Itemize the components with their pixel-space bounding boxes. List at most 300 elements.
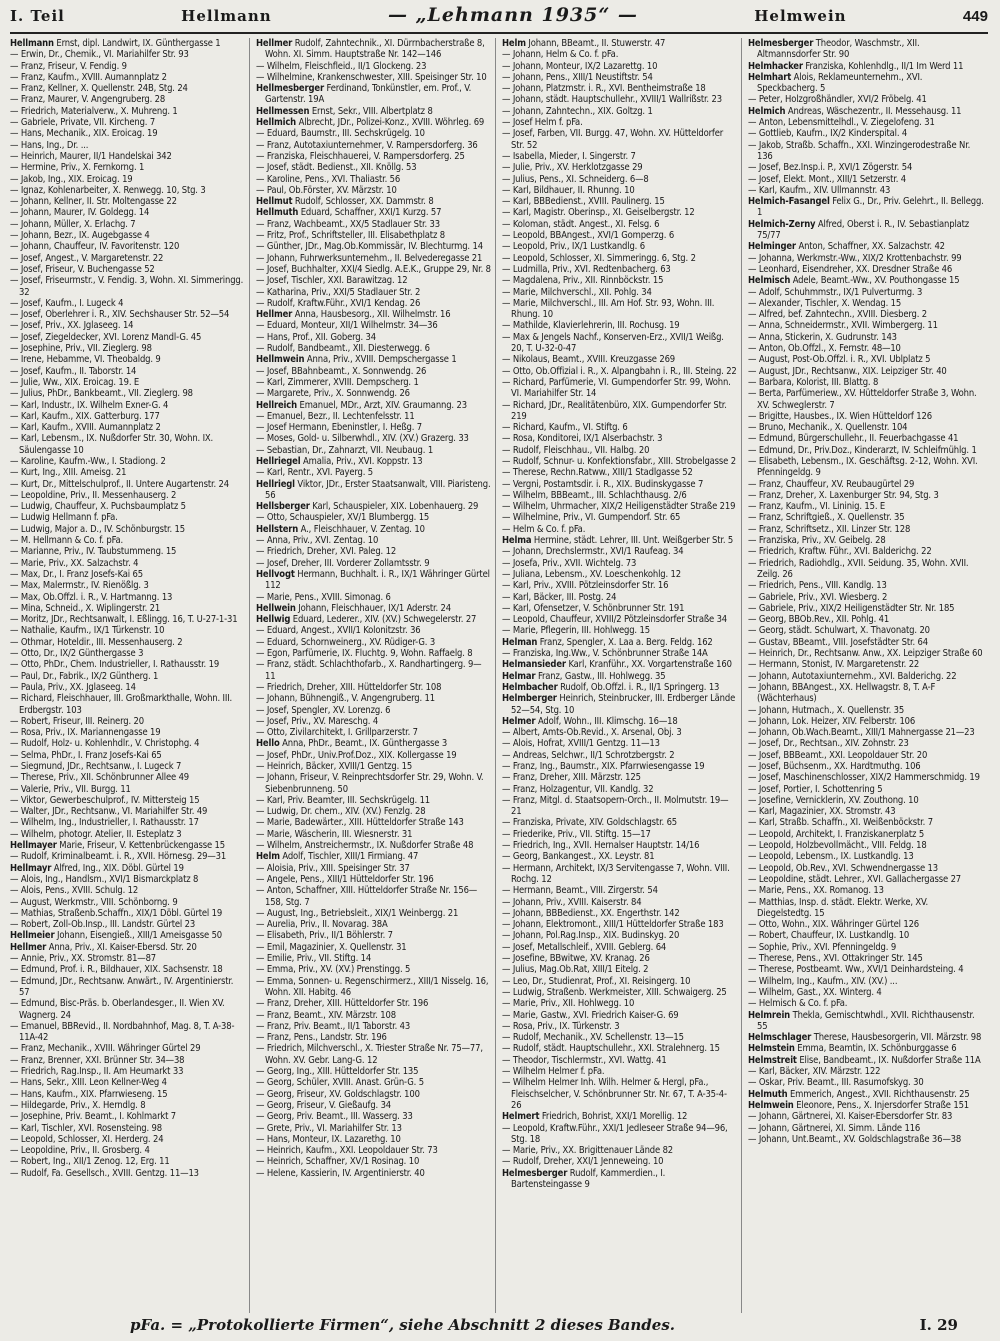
directory-entry (748, 38, 984, 61)
directory-entry (10, 750, 245, 761)
entry-details: — Franz, Friseur, V. Fendig. 9 (10, 60, 127, 72)
directory-entry (748, 874, 984, 885)
directory-entry (502, 128, 737, 151)
entry-details: Franz, Spengler, X. Laa a. Berg. Feldg. 162 (537, 636, 713, 648)
entry-details: — Leopold, Chauffeur, XVIII/2 Pötzleinsdorfer Straße 34 (502, 614, 727, 626)
directory-entry (256, 772, 491, 795)
directory-entry (748, 716, 984, 727)
directory-entry (10, 1021, 245, 1044)
directory-entry (502, 264, 737, 275)
directory-entry (748, 456, 984, 479)
directory-entry (502, 230, 737, 241)
entry-details: — Egon, Parfümerie, IX. Fluchtg. 9, Wohn. Raffaelg. 8 (256, 648, 473, 660)
entry-details: — Johann, städt. Hauptschullehr., XVIII/1 Wallrißstr. 23 (502, 94, 722, 106)
directory-entry (748, 614, 984, 625)
directory-entry (10, 1066, 245, 1077)
entry-details: — Eduard, Schornweinerg., XV. Rüdiger-G. 3 (256, 636, 436, 648)
directory-entry (502, 320, 737, 331)
directory-entry (748, 795, 984, 806)
directory-entry (256, 592, 491, 603)
directory-entry (10, 512, 245, 523)
entry-details: Karl, Kranführ., XX. Vorgartenstraße 160 (565, 659, 732, 671)
entry-details: — Hildegarde, Priv., X. Herndlg. 8 (10, 1099, 146, 1111)
entry-details: Emma, Beamtin, IX. Schönburggasse 6 (794, 1043, 957, 1055)
directory-entry (502, 151, 737, 162)
directory-entry (748, 287, 984, 298)
directory-entry (256, 1168, 491, 1179)
entry-details: — Georg, Priv. Beamt., III. Wasserg. 33 (256, 1111, 413, 1123)
directory-entry (10, 207, 245, 218)
directory-entry (256, 964, 491, 975)
directory-entry (10, 117, 245, 128)
directory-entry (502, 976, 737, 987)
entry-details: Ferdinand, Tonkünstler, em. Prof., V. Gartenstr. 19A (265, 83, 472, 106)
entry-details: — Edmund, Bürgerschullehr., II. Feuerbachgasse 41 (748, 433, 959, 445)
directory-entry (256, 705, 491, 716)
entry-surname: Helmesberger (748, 38, 814, 49)
directory-entry (502, 659, 737, 670)
directory-entry (256, 1145, 491, 1156)
first-name-on-page: Hellmann (181, 7, 272, 25)
entry-details: — Josef, Ziegeldecker, XVI. Lorenz Mandl-G. 45 (10, 331, 202, 343)
entry-surname: Helmbacher (502, 681, 558, 693)
directory-entry (256, 727, 491, 738)
entry-details: — Max & Jengels Nachf., Konserven-Erz., XVII/1 Weißg. 20, T. U-32-0-47 (502, 331, 724, 355)
directory-entry (748, 377, 984, 388)
entry-details: — Hans, Ing., Dr. ... (10, 139, 89, 151)
entry-details: — Gabriele, Priv., XVI. Wiesberg. 2 (748, 591, 888, 603)
entry-details: — Leopoldine, Priv., II. Grosberg. 4 (10, 1145, 150, 1157)
entry-details: — Emanuel, BBRevid., II. Nordbahnhof, Mag. 8, T. A-38-11A-42 (10, 1020, 235, 1044)
directory-entry (748, 784, 984, 795)
directory-entry (748, 411, 984, 422)
entry-details: — Gabriele, Priv., XIX/2 Heiligenstädter Str. Nr. 185 (748, 602, 955, 614)
directory-entry (256, 976, 491, 999)
directory-entry (256, 309, 491, 320)
entry-details: — Therese, Postbeamt. Ww., XVI/1 Deinhardsteing. 4 (748, 964, 964, 976)
entry-details: — Josef Helm f. pFa. (502, 117, 583, 129)
directory-entry (502, 772, 737, 783)
directory-entry (502, 592, 737, 603)
directory-entry (10, 174, 245, 185)
entry-details: — Leopold, Lebensm., IX. Lustkandlg. 13 (748, 851, 914, 863)
entry-details: — Karl, Bäcker, III. Postg. 24 (502, 591, 617, 603)
directory-entry (10, 1156, 245, 1167)
directory-entry (10, 817, 245, 828)
last-name-on-page: Helmwein (754, 7, 847, 25)
entry-details: — Ignaz, Kohlenarbeiter, X. Renwegg. 10, Stg. 3 (10, 184, 206, 196)
entry-details: — Paul, Ob.Förster, XV. Märzstr. 10 (256, 184, 397, 196)
entry-details: — Johann, Gärtnerei, XI. Kaiser-Ebersdorfer Str. 83 (748, 1111, 953, 1123)
entry-details: Thekla, Gemischtwhdl., XVII. Richthausenstr. 55 (757, 1009, 975, 1032)
entry-surname: Helmesberger (502, 1167, 568, 1179)
entry-details: — Friedrich, Kraftw. Führ., XVI. Balderichg. 22 (748, 546, 932, 558)
entry-details: Ernst, Sekr., VIII. Albertplatz 8 (309, 105, 433, 117)
entry-surname: Helmberger (502, 693, 557, 705)
column-1 (10, 38, 250, 1313)
entry-details: — Marie, Milchverschl., III. Am Hof. Str. 93, Wohn. III. Rhung. 10 (502, 297, 715, 321)
directory-entry (256, 456, 491, 467)
directory-entry (502, 1168, 737, 1191)
directory-entry (748, 806, 984, 817)
directory-entry (10, 784, 245, 795)
directory-entry (256, 716, 491, 727)
entry-details: — Robert, Friseur, III. Reinerg. 20 (10, 715, 144, 727)
entry-details: — Richard, Parfümerie, VI. Gumpendorfer Str. 99, Wohn. VI. Mariahilfer Str. 14 (502, 376, 731, 400)
directory-entry (10, 72, 245, 83)
directory-entry (10, 219, 245, 230)
entry-surname: Helmich (748, 105, 786, 117)
directory-entry (748, 851, 984, 862)
entry-details: — Max, Dr., I. Franz Josefs-Kai 65 (10, 568, 143, 580)
directory-entry (502, 298, 737, 321)
entry-details: — Johann, Pens., XIII/1 Neustiftstr. 54 (502, 71, 653, 83)
entry-surname: Hellmer (10, 941, 47, 953)
entry-details: — Anna, Schneidermstr., XVII. Wimbergerg. 11 (748, 320, 938, 332)
entry-details: — Oskar, Priv. Beamt., III. Rasumofskyg. 30 (748, 1077, 924, 1089)
directory-entry (256, 207, 491, 218)
entry-details: — Franz, städt. Schlachthofarb., X. Randhartingerg. 9—11 (256, 659, 482, 682)
entry-details: — Franz, Wachbeamt., XX/5 Stadlauer Str. 33 (256, 218, 440, 230)
entry-details: — Otto, Ob.Offizial i. R., X. Alpangbahn i. R., III. Steing. 22 (502, 365, 737, 377)
entry-details: — Karl, Straßb. Schaffn., XI. Weißenböckstr. 7 (748, 817, 933, 829)
directory-entry (256, 908, 491, 919)
directory-entry (256, 817, 491, 828)
directory-entry (10, 185, 245, 196)
entry-details: — Ludwig, Straßenb. Werkmeister, XIII. Schwaigerg. 25 (502, 986, 727, 998)
entry-details: Hermann, Buchhalt. i. R., IX/1 Währinger Gürtel 112 (265, 568, 490, 592)
directory-entry (502, 1145, 737, 1156)
entry-details: — Leo, Dr., Studienrat, Prof., XI. Reisingerg. 10 (502, 975, 691, 987)
entry-surname: Helmich-Zerny (748, 218, 816, 230)
entry-surname: Hellmessen (256, 105, 310, 117)
entry-details: — Franz, Mitgl. d. Staatsopern-Orch., II. Molmutstr. 19—21 (502, 794, 729, 818)
directory-entry (748, 558, 984, 581)
directory-entry (502, 942, 737, 953)
entry-details: — Friedrich, Rag.Insp., II. Am Heumarkt 33 (10, 1066, 184, 1078)
entry-details: — Leonhard, Eisendreher, XX. Dresdner Straße 46 (748, 263, 953, 275)
entry-details: — Sebastian, Dr., Zahnarzt, VII. Neubaug. 1 (256, 444, 434, 456)
directory-entry (502, 354, 737, 365)
directory-entry (748, 603, 984, 614)
directory-entry (748, 1089, 984, 1100)
directory-entry (748, 885, 984, 896)
entry-details: — Karl, Bäcker, XIV. Märzstr. 122 (748, 1066, 881, 1078)
entry-details: — Josef, Priv., XV. Mareschg. 4 (256, 715, 379, 727)
directory-entry (502, 546, 737, 557)
directory-entry (10, 1123, 245, 1134)
directory-entry (256, 185, 491, 196)
entry-details: — Josef, PhDr., Univ.Prof.Doz., XIX. Kollergasse 19 (256, 749, 457, 761)
entry-details: — Georg, Friseur, XV. Goldschlagstr. 100 (256, 1088, 420, 1100)
directory-entry (10, 998, 245, 1021)
entry-details: — Georg, Bankangest., XX. Leystr. 81 (502, 851, 655, 863)
entry-details: — Wilhelm, Ing., Kaufm., XIV. (XV.) ... (748, 975, 898, 987)
entry-details: — Julius, PhDr., Bankbeamt., VII. Zieglerg. 98 (10, 388, 193, 400)
directory-entry (256, 332, 491, 343)
directory-entry (10, 354, 245, 365)
entry-details: — Berta, Parfümeriew., XV. Hütteldorfer Straße 3, Wohn. XV. Schweglerstr. 7 (748, 388, 977, 411)
directory-entry (502, 174, 737, 185)
entry-details: — Josef, BBBeamt., XXI. Leopoldauer Str. 20 (748, 749, 928, 761)
entry-details: — Eduard, Angest., XVII/1 Kolonitzstr. 36 (256, 625, 421, 637)
directory-entry (502, 501, 737, 512)
entry-details: — Josef, Angest., V. Margaretenstr. 22 (10, 252, 164, 264)
entry-details: Eduard, Lederer., XIV. (XV.) Schwegelerstr. 27 (290, 614, 477, 626)
directory-entry (256, 501, 491, 512)
directory-entry (10, 83, 245, 94)
entry-details: — Rudolf, Mechanik., XV. Schellenstr. 13—15 (502, 1032, 684, 1044)
directory-entry (748, 738, 984, 749)
entry-surname: Helmhacker (748, 60, 803, 72)
entry-details: — Ludwig, Chauffeur, X. Puchsbaumplatz 5 (10, 501, 186, 513)
entry-details: — Josef, Bez.Insp.i. P., XVI/1 Zögerstr. 54 (748, 162, 913, 174)
entry-details: — Josef, Dreher, III. Vorderer Zollamtsstr. 9 (256, 557, 430, 569)
entry-details: — Johann, Unt.Beamt., XV. Goldschlagstraße 36—38 (748, 1133, 962, 1145)
directory-entry (256, 648, 491, 659)
book-title: — „Lehmann 1935“ — (388, 4, 638, 26)
entry-details: — Franz, Kaufm., XVIII. Aumannplatz 2 (10, 71, 167, 83)
directory-entry (502, 671, 737, 682)
column-4 (748, 38, 988, 1313)
entry-details: — Edmund, Bisc-Präs. b. Oberlandesger., II. Wien XV. Wagnerg. 24 (10, 998, 225, 1021)
directory-entry (10, 332, 245, 343)
entry-details: Anna, Priv., XVIII. Dempschergasse 1 (304, 354, 457, 366)
directory-entry (256, 558, 491, 569)
entry-details: — Alois, Hofrat, XVIII/1 Gentzg. 11—13 (502, 738, 660, 750)
entry-details: — Gustav, BBeamt., VIII. Josefstädter Str. 64 (748, 636, 928, 648)
footnote: pFa. = „Protokollierte Firmen“, siehe Abschnitt 2 dieses Bandes. (130, 1316, 675, 1334)
entry-details: — Matthias, Insp. d. städt. Elektr. Werke, XV. Diegelstedtg. 15 (748, 896, 928, 919)
directory-entry (748, 343, 984, 354)
entry-details: Eleonore, Pens., X. Injersdorfer Straße 151 (793, 1099, 970, 1111)
directory-entry (748, 219, 984, 242)
entry-surname: Hellriegl (256, 478, 295, 490)
directory-entry (256, 117, 491, 128)
entry-details: — Marianne, Priv., IV. Taubstummeng. 15 (10, 546, 177, 558)
entry-details: — Karl, Lebensm., IX. Nußdorfer Str. 30, Wohn. IX. Säulengasse 10 (10, 433, 214, 456)
directory-entry (10, 49, 245, 60)
entry-details: — Emilie, Priv., VII. Stiftg. 14 (256, 953, 372, 965)
entry-details: — Wilhelm, Anstreichermstr., IX. Nußdorfer Straße 48 (256, 840, 474, 852)
directory-entry (256, 738, 491, 749)
entry-details: Marie, Friseur, V. Kettenbrückengasse 15 (56, 840, 225, 852)
entry-details: — Johann, Fuhrwerksunternehm., II. Belvederegasse 21 (256, 252, 483, 264)
directory-entry (10, 569, 245, 580)
directory-entry (10, 388, 245, 399)
directory-entry (502, 897, 737, 908)
entry-details: — Günther, JDr., Mag.Ob.Kommissär, IV. Blechturmg. 14 (256, 241, 483, 253)
directory-entry (256, 411, 491, 422)
directory-entry (748, 942, 984, 953)
entry-surname: Helmert (502, 1111, 540, 1123)
directory-entry (748, 1055, 984, 1066)
entry-details: — Helm & Co. f. pFa. (502, 523, 586, 535)
entry-details: — Rudolf, Holz- u. Kohlenhdlr., V. Christophg. 4 (10, 738, 200, 750)
entry-details: — Otto, PhDr., Chem. Industrieller, I. Rathausstr. 19 (10, 659, 220, 671)
entry-details: Albrecht, JDr., Polizei-Konz., XVIII. Wöhrleg. 69 (296, 117, 485, 129)
directory-entry (748, 897, 984, 920)
entry-surname: Helminger (748, 241, 796, 253)
entry-details: — Josefine, Vernicklerin, XV. Zouthong. 10 (748, 794, 919, 806)
directory-entry (10, 230, 245, 241)
entry-details: — Josef, Portier, I. Schottenring 5 (748, 783, 883, 795)
directory-entry (502, 987, 737, 998)
directory-entry (10, 1145, 245, 1156)
directory-entry (502, 716, 737, 727)
directory-entry (502, 287, 737, 298)
entry-details: — Emil, Magazinier, X. Quellenstr. 31 (256, 941, 407, 953)
directory-entry (502, 512, 737, 523)
entry-details: — Ludwig, Major a. D., IV. Schönburgstr. 15 (10, 523, 185, 535)
entry-surname: Hellmut (256, 196, 293, 208)
entry-details: Therese, Hausbesorgerin, VII. Märzstr. 98 (811, 1032, 982, 1044)
directory-entry (502, 727, 737, 738)
entry-details: — Edmund, Prof. i. R., Bildhauer, XIX. Sachsenstr. 18 (10, 964, 223, 976)
directory-entry (502, 1043, 737, 1054)
directory-entry (256, 298, 491, 309)
entry-details: — Josef, Metallschleif., XVIII. Geblerg. 64 (502, 941, 667, 953)
entry-details: — Mina, Schneid., X. Wiplingerstr. 21 (10, 602, 161, 614)
directory-entry (10, 976, 245, 999)
directory-entry (502, 750, 737, 761)
directory-entry (10, 727, 245, 738)
directory-entry (256, 151, 491, 162)
entry-details: — Anton, Schaffner, XIII. Hütteldorfer Straße Nr. 156—158, Stg. 7 (256, 885, 478, 908)
directory-entry (748, 919, 984, 930)
entry-details: Alfred, Ing., XIX. Döbl. Gürtel 19 (51, 862, 184, 874)
entry-details: — Franz, Chauffeur, XV. Reubaugürtel 29 (748, 478, 915, 490)
directory-entry (10, 614, 245, 625)
directory-entry (502, 953, 737, 964)
directory-entry (10, 1089, 245, 1100)
directory-entry (256, 377, 491, 388)
directory-entry (10, 953, 245, 964)
directory-entry (10, 806, 245, 817)
page-number: 449 (962, 8, 988, 25)
directory-entry (256, 72, 491, 83)
entry-details: — Rosa, Konditorei, IX/1 Alserbachstr. 3 (502, 433, 663, 445)
directory-entry (256, 874, 491, 885)
entry-details: — Johann, Ob.Wach.Beamt., XIII/1 Mahnergasse 21—23 (748, 727, 975, 739)
directory-entry (10, 1055, 245, 1066)
directory-entry (10, 535, 245, 546)
entry-details: Rudolf, Schlosser, XX. Dammstr. 8 (292, 196, 434, 208)
directory-entry (502, 94, 737, 105)
entry-details: — Marie, Pens., XX. Romanog. 13 (748, 885, 884, 897)
directory-entry (256, 535, 491, 546)
entry-details: — Otto, Wohn., XIX. Währinger Gürtel 126 (748, 919, 920, 931)
directory-entry (502, 117, 737, 128)
directory-entry (10, 140, 245, 151)
entry-details: — Georg, Friseur, V. Gießaufg. 34 (256, 1099, 392, 1111)
entry-details: — Marie, Priv., XII. Hohlwegg. 10 (502, 998, 635, 1010)
directory-entry (748, 930, 984, 941)
directory-entry (502, 908, 737, 919)
entry-details: — Josefine, BBwitwe, XV. Kranag. 26 (502, 953, 650, 965)
entry-details: — Fritz, Prof., Schriftsteller, III. Elisabethplatz 8 (256, 230, 445, 242)
entry-details: — Helmisch & Co. f. pFa. (748, 998, 848, 1010)
entry-details: — Franz, Dreher, X. Laxenburger Str. 94, Stg. 3 (748, 489, 939, 501)
directory-entry (502, 885, 737, 896)
entry-details: — Anna, Priv., XVI. Zentag. 10 (256, 535, 379, 547)
entry-details: — Mathias, Straßenb.Schaffn., XIX/1 Döbl. Gürtel 19 (10, 907, 223, 919)
entry-details: — Johann, Hutmach., X. Quellenstr. 35 (748, 704, 905, 716)
directory-entry (502, 456, 737, 467)
entry-details: Viktor, JDr., Erster Staatsanwalt, VIII. Piaristeng. 56 (265, 478, 491, 501)
directory-entry (10, 1043, 245, 1054)
entry-details: — Therese, Pens., XVI. Ottakringer Str. 145 (748, 953, 923, 965)
entry-details: — Max, Malermstr., IV. Rienößlg. 3 (10, 580, 149, 592)
directory-entry (502, 637, 737, 648)
directory-entry (10, 264, 245, 275)
entry-details: — Wilhelmine, Krankenschwester, XIII. Speisinger Str. 10 (256, 71, 487, 83)
entry-details: Ernst, dipl. Landwirt, IX. Günthergasse 1 (53, 38, 221, 49)
directory-entry (256, 354, 491, 365)
entry-details: — Katharina, Priv., XXI/5 Stadlauer Str. 2 (256, 286, 421, 298)
entry-details: — Emma, Priv., XV. (XV.) Prenstingg. 5 (256, 964, 411, 976)
directory-entry (256, 761, 491, 772)
entry-details: — Moritz, JDr., Rechtsanwalt, I. Eßlingg. 16, T. U-27-1-31 (10, 614, 238, 626)
entry-details: — Johann, Helm & Co. f. pFa. (502, 49, 619, 61)
directory-entry (256, 1089, 491, 1100)
directory-entry (10, 298, 245, 309)
entry-details: — Karl, Industr., IX. Wilhelm Exner-G. 4 (10, 399, 169, 411)
entry-surname: Helmrein (748, 1009, 791, 1021)
directory-entry (256, 275, 491, 286)
entry-details: — Ludmilla, Priv., XVI. Redtenbacherg. 63 (502, 263, 671, 275)
entry-details: — Selma, PhDr., I. Franz Josefs-Kai 65 (10, 749, 162, 761)
directory-entry (256, 400, 491, 411)
directory-entry (10, 479, 245, 490)
directory-entry (10, 840, 245, 851)
directory-entry (748, 1010, 984, 1033)
entry-details: — Otto, Dr., IX/2 Günthergasse 3 (10, 648, 144, 660)
entry-surname: Helmwein (748, 1099, 794, 1111)
entry-details: — Rudolf, Kraftw.Führ., XVI/1 Kendag. 26 (256, 297, 421, 309)
entry-details: — Julius, Mag.Ob.Rat, XIII/1 Eitelg. 2 (502, 964, 649, 976)
entry-surname: Helman (502, 636, 538, 648)
entry-details: — Josef, Elekt. Mont., XIII/1 Setzerstr. 4 (748, 173, 906, 185)
directory-entry (502, 863, 737, 886)
directory-entry (256, 38, 491, 61)
directory-entry (502, 784, 737, 795)
entry-details: Alois, Reklameunternehm., XVI. Speckbacherg. 5 (757, 71, 923, 95)
entry-surname: Helmar (502, 670, 536, 682)
entry-details: — Theodor, Tischlermstr., XVI. Wattg. 41 (502, 1054, 667, 1066)
entry-surname: Helma (502, 535, 532, 547)
directory-entry (256, 320, 491, 331)
directory-entry (748, 535, 984, 546)
entry-details: Amalia, Priv., XVI. Koppstr. 13 (300, 455, 423, 467)
directory-entry (502, 693, 737, 716)
entry-details: — Angele, Pens., XIII/1 Hütteldorfer Str. 196 (256, 873, 434, 885)
entry-details: — Johanna, Werkmstr.-Ww., XIX/2 Krottenbachstr. 99 (748, 252, 962, 264)
directory-entry (10, 558, 245, 569)
entry-details: — Emanuel, Bezr., II. Lechtenfelsstr. 11 (256, 410, 415, 422)
directory-entry (10, 343, 245, 354)
directory-entry (10, 433, 245, 456)
directory-entry (748, 840, 984, 851)
directory-entry (502, 817, 737, 828)
directory-entry (10, 863, 245, 874)
directory-entry (256, 953, 491, 964)
entry-details: — Marie, Priv., XX. Salzachstr. 4 (10, 557, 139, 569)
entry-details: — Moses, Gold- u. Silberwhdl., XIV. (XV.) Grazerg. 33 (256, 433, 469, 445)
directory-entry (256, 693, 491, 704)
entry-surname: Hellsberger (256, 501, 310, 513)
entry-details: — Johann, Autotaxiunternehm., XVI. Balderichg. 22 (748, 670, 957, 682)
